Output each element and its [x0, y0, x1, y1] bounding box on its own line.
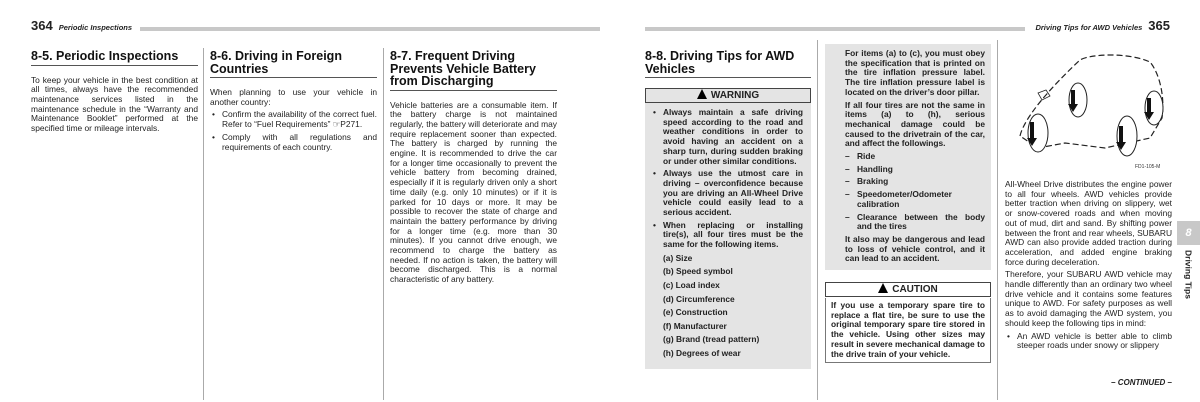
list-item: – Speedometer/Odometer calibration: [845, 190, 985, 209]
awd-body: [1005, 180, 1172, 351]
list-item: (f) Manufacturer: [663, 320, 727, 331]
section-8-6: [210, 50, 377, 152]
column-divider: [817, 40, 818, 400]
list-item: • Always use the utmost care in driving – overconfidence because you are driving an All-Wheel Drive vehicle could easily lead to a serious accident.: [651, 169, 803, 218]
page-number: 364: [31, 18, 53, 33]
body-paragraph: Therefore, your SUBARU AWD vehicle may handle differently than an ordinary two wheel drive vehicle and it contains some features unique to AWD. For safety purposes as well as to avoid damaging the AWD system, you should keep the following tips in mind:: [1005, 269, 1172, 328]
section-body: To keep your vehicle in the best condition at all times, always have the recommended maintenance services listed in the maintenance schedule in the “Warranty and Maintenance Booklet” performed at the specified time or mileage intervals.: [31, 74, 198, 134]
section-8-5: [31, 50, 198, 134]
chapter-tab[interactable]: 8: [1177, 221, 1200, 245]
warning-header: [645, 88, 811, 103]
list-item: (h) Degrees of wear: [663, 348, 741, 358]
list-item: • An AWD vehicle is better able to climb steeper roads under snowy or slippery: [1005, 332, 1172, 351]
column-divider: [203, 48, 204, 400]
list-item: • Confirm the availability of the correct fuel. Refer to “Fuel Requirements” ☞P271.: [210, 110, 377, 129]
page-number: 365: [1148, 18, 1170, 33]
warning-icon: [697, 89, 707, 99]
list-item: • When replacing or installing tire(s), all four tires must be the same for the following items.: [651, 221, 803, 250]
section-title: 8-7. Frequent Driving Prevents Vehicle Battery from Discharging: [390, 50, 557, 91]
left-page-header: [31, 18, 133, 33]
list-item: – Handling: [845, 165, 985, 175]
tire-items: [651, 253, 803, 359]
section-body: Vehicle batteries are a consumable item. If the battery charge is not maintained regularly, the battery will deteriorate and may require replacement sooner than expected. The battery is charged by running the engine. It is recommended to drive the car for a longer time occasionally to prevent the vehicle battery from becoming drained, especially if it is regularly driven only a short time daily (e.g. only 10 minutes) or if it is parked for 10 days or more. It may be possible to recover the state of charge and maintain the battery performance by driving for a longer time (e.g. more than 30 minutes). If you cannot drive enough, we recommend to charge the battery as needed. If no action is taken, the battery will become discharged. This is a normal characteristic of any battery.: [390, 99, 557, 285]
list-item: – Clearance between the body and the tires: [845, 213, 985, 232]
list-item: • Always maintain a safe driving speed according to the road and weather conditions in order to avoid having an accident on a sharp turn, during sudden braking or under other similar conditions.: [651, 108, 803, 166]
figure-code: FD1-105-M: [1135, 164, 1161, 170]
list-item: (a) Size: [663, 252, 693, 263]
warning-label: WARNING: [710, 90, 760, 101]
column-divider: [383, 48, 384, 400]
warning-body-continued: [825, 44, 991, 270]
warning-paragraph: For items (a) to (c), you must obey the specification that is printed on the tire inflation pressure label. The tire inflation pressure label is located on the driver’s door pillar.: [845, 48, 985, 97]
caution-label: CAUTION: [892, 284, 938, 296]
list-item: (g) Brand (tread pattern): [663, 334, 760, 345]
section-title: 8-5. Periodic Inspections: [31, 50, 198, 66]
list-item: • Comply with all regulations and requirements of each country.: [210, 133, 377, 152]
awd-vehicle-illustration: [1010, 48, 1170, 163]
list-item: (e) Construction: [663, 307, 728, 318]
caution-header: [825, 282, 991, 297]
list-item: – Ride: [845, 152, 985, 162]
warning-paragraph: If all four tires are not the same in items (a) to (h), serious mechanical damage could be caused to the drivetrain of the car, and affect the followings.: [845, 99, 985, 149]
warning-paragraph: It also may be dangerous and lead to loss of vehicle control, and it can lead to an accident.: [845, 233, 985, 264]
body-paragraph: All-Wheel Drive distributes the engine power to all four wheels. AWD vehicles provide better traction when driving on slippery, wet or snow-covered roads and when moving out of mud, dirt and sand. By shifting power between the front and rear wheels, SUBARU AWD can also provide added traction during acceleration, and added engine braking force during deceleration.: [1005, 179, 1172, 267]
caution-body: If you use a temporary spare tire to replace a flat tire, be sure to use the original temporary spare tire stored in the vehicle. Using other sizes may result in severe mechanical damage to the drive train of your vehicle.: [825, 298, 991, 363]
section-title: 8-6. Driving in Foreign Countries: [210, 50, 377, 78]
section-title: 8-8. Driving Tips for AWD Vehicles: [645, 50, 811, 78]
header-rule: [140, 27, 600, 31]
warning-body: [645, 103, 811, 369]
continued-label: – CONTINUED –: [1111, 378, 1172, 387]
caution-icon: [878, 283, 888, 293]
list-item: (d) Circumference: [663, 293, 735, 304]
running-title: Periodic Inspections: [58, 23, 133, 32]
running-title: Driving Tips for AWD Vehicles: [1035, 23, 1143, 32]
chapter-tab-label: Driving Tips: [1183, 250, 1194, 299]
section-8-8: [645, 50, 811, 369]
section-8-7: [390, 50, 557, 285]
section-intro: When planning to use your vehicle in another country:: [210, 87, 377, 107]
header-rule: [645, 27, 1025, 31]
right-page-header: [1035, 18, 1170, 33]
list-item: – Braking: [845, 177, 985, 187]
list-item: (c) Load index: [663, 280, 720, 291]
warning-continued: [825, 44, 991, 363]
column-divider: [997, 40, 998, 400]
list-item: (b) Speed symbol: [663, 266, 733, 277]
